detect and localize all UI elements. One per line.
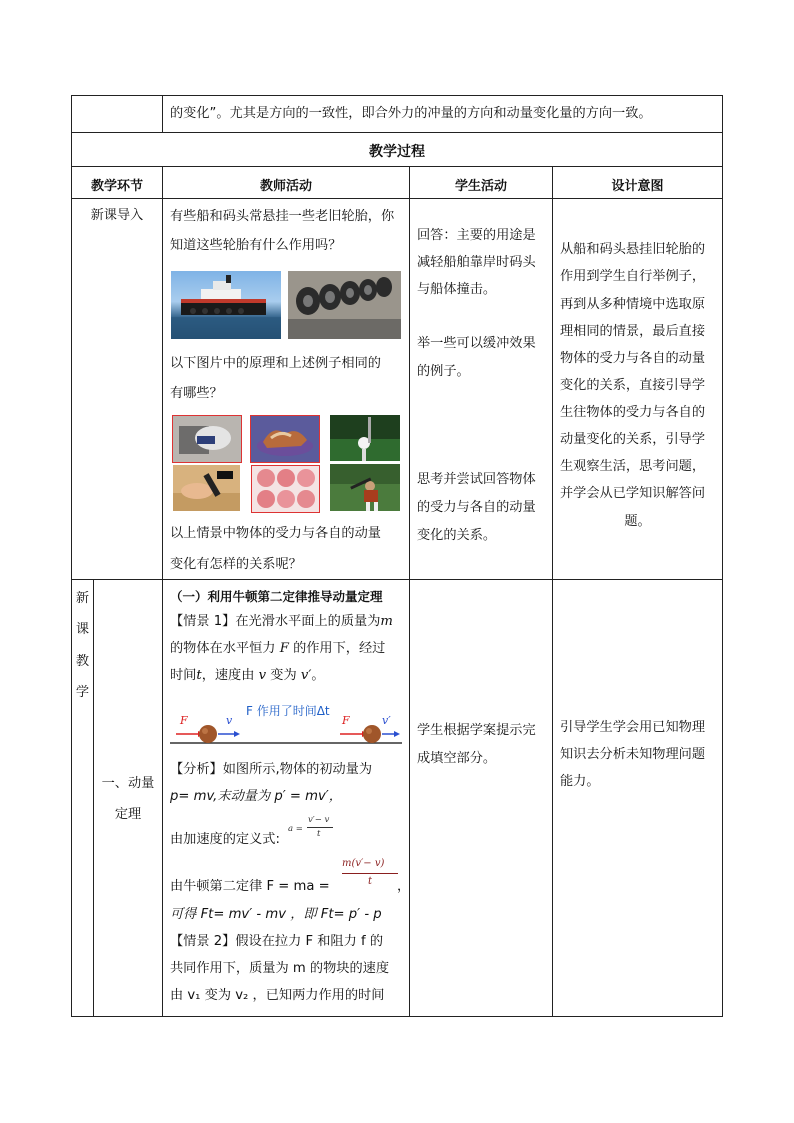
teacher-q2-line2: 有哪些？ [170,386,223,401]
scenario1-text-g: 。 [311,668,325,683]
student-answer-line1: 回答：主要的用途是 [417,228,536,243]
photo-airbag [172,415,242,463]
teacher-q1-line1: 有些船和码头常悬挂一些老旧轮胎，你 [170,209,395,224]
header-design: 设计意图 [611,179,664,194]
teacher-q2-line1: 以下图片中的原理和上述例子相同的 [170,356,381,371]
scenario1-text-d: 时间 [170,668,197,683]
newton-denominator: t [368,876,373,887]
scenario1-text-c: 的作用下，经过 [293,641,386,656]
table-line-v3 [552,166,553,1017]
acc-numerator: v′− v [308,815,330,825]
photo-dock-tires [288,271,401,339]
teacher-q3-line1: 以上情景中物体的受力与各自的动量 [170,526,381,541]
table-line-v-sub [93,579,94,1017]
photo-tugboat [171,271,281,339]
scenario1-line3 [170,662,325,689]
student-example-line1: 举一些可以缓冲效果 [417,336,536,351]
scenario1-line1 [170,608,393,635]
scenario1-text-b: 的物体在水平恒力 [170,641,276,656]
stage-vertical-4: 学 [75,685,90,700]
scenario2-line3: 由 v₁ 变为 v₂ ，已知两力作用的时间 [170,988,385,1003]
scenario2-line2: 共同作用下，质量为 m 的物块的速度 [170,961,390,976]
var-F: F [279,641,289,656]
newton-comma: ， [397,879,411,894]
acc-denominator: t [317,829,321,839]
sub-stage-line1: 一、动量 [101,776,155,791]
diagram-v1: v [226,714,233,727]
table-line-h2 [71,166,723,167]
photo-fruit-packing [251,465,320,513]
scenario2-line1 [170,928,383,955]
scenario1-text-f: 变为 [270,668,297,683]
motion-diagram [168,700,404,750]
header-student: 学生活动 [454,179,507,194]
header-teacher: 教师活动 [259,179,312,194]
table-line-top [71,95,723,96]
acc-a: a = [288,824,303,834]
diagram-v2: v′ [382,714,391,727]
table-line-v1a [162,95,163,133]
acc-fraction-bar [307,827,333,828]
scenario1-tag: 【情景 1】 [170,614,236,629]
photo-baseball [330,464,400,511]
acceleration-line: 由加速度的定义式: [170,832,280,847]
teacher-heading: （一）利用牛顿第二定律推导动量定理 [170,589,383,604]
analysis-tag: 【分析】 [170,762,223,777]
analysis-text-a: 如图所示,物体的初动量为 [222,762,373,777]
result-line: 可得 Ft= mv′ - mv ，即 Ft= p′ - p [170,907,382,922]
newton-fraction-bar [342,873,398,874]
design2-line1: 引导学生学会用已知物理 [560,720,706,735]
table-line-left [71,95,72,1017]
stage-intro: 新课导入 [90,208,144,223]
scenario1-text-a: 在光滑水平面上的质量为 [235,614,381,629]
photo-hammer [173,465,240,511]
stage-vertical-3: 教 [75,654,90,669]
student-answer-line2: 减轻船舶靠岸时码头 [417,255,536,270]
table-line-v1b [162,166,163,1017]
diagram-F2: F [342,714,350,727]
teacher-q1-line2: 知道这些轮胎有什么作用吗？ [170,238,342,253]
student-think-line3: 变化的关系。 [417,528,497,543]
design-line9: 生观察生活，思考问题， [560,459,706,474]
newton-line [170,873,330,900]
var-v-prime: v′ [300,668,312,683]
design-line7: 生往物体的受力与各自的 [560,405,706,420]
analysis-line2: p= mv,末动量为 p′ = mv′， [170,789,342,804]
design2-line2: 知识去分析未知物理问题 [560,747,706,762]
newton-numerator: m(v′− v) [342,858,385,869]
sub-stage-line2: 定理 [114,807,142,822]
design-line11: 题。 [624,514,651,529]
table-line-bottom [71,1016,723,1017]
diagram-F1: F [180,714,188,727]
student-example-line2: 的例子。 [417,364,470,379]
table-line-h4 [71,579,723,580]
student-think-line2: 的受力与各自的动量 [417,500,536,515]
scenario2-text-a: 假设在拉力 F 和阻力 f 的 [235,934,384,949]
var-v: v [258,668,267,683]
var-t: t [196,668,202,683]
top-row-text: 的变化”。尤其是方向的一致性，即合外力的冲量的方向和动量变化量的方向一致。 [170,106,652,121]
stage-vertical-1: 新 [75,591,90,606]
header-stage: 教学环节 [90,179,143,194]
design-line5: 物体的受力与各自的动量 [560,351,706,366]
scenario1-line2 [170,635,385,662]
student-fill-line2: 成填空部分。 [417,751,497,766]
student-answer-line3: 与船体撞击。 [417,282,497,297]
design-line3: 再到从多种情境中选取原 [560,297,706,312]
table-line-right [722,95,723,1017]
design-line10: 并学会从已学知识解答问 [560,486,706,501]
design2-line3: 能力。 [560,774,600,789]
scenario1-text-e: ，速度由 [201,668,255,683]
design-line8: 动量变化的关系，引导学 [560,432,706,447]
design-line4: 理相同的情景，最后直接 [560,324,706,339]
section-title: 教学过程 [369,144,425,160]
teacher-q3-line2: 变化有怎样的关系呢？ [170,557,302,572]
design-line1: 从船和码头悬挂旧轮胎的 [560,242,706,257]
stage-vertical-2: 课 [75,622,90,637]
analysis-line1 [170,756,372,783]
newton-text: 由牛顿第二定律 F = ma = [170,879,330,894]
photo-golf [330,415,400,461]
design-line2: 作用到学生自行举例子， [560,269,706,284]
student-think-line1: 思考并尝试回答物体 [417,472,536,487]
design-line6: 变化的关系，直接引导学 [560,378,706,393]
table-line-h1 [71,132,723,133]
scenario2-tag: 【情景 2】 [170,934,236,949]
diagram-mid-label: F 作用了时间Δt [246,704,330,718]
table-line-h3 [71,198,723,199]
var-m: m [380,614,393,629]
photo-shoes [250,415,320,463]
student-fill-line1: 学生根据学案提示完 [417,723,536,738]
